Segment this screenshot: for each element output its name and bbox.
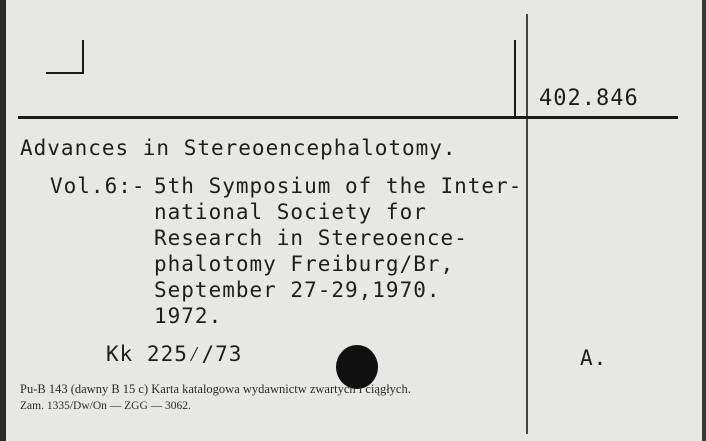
call-number-divider	[514, 40, 516, 116]
series-line-5: September 27-29,1970.	[154, 278, 441, 302]
main-vertical-rule	[526, 14, 528, 434]
series-line-4: phalotomy Freiburg/Br,	[154, 252, 455, 276]
series-line-1: 5th Symposium of the Inter-	[154, 174, 523, 198]
title-line: Advances in Stereoencephalotomy.	[20, 136, 457, 160]
footer-line-2: Zam. 1335/Dw/On — ZGG — 3062.	[20, 400, 191, 412]
corner-mark-vertical	[82, 40, 84, 74]
series-line-2: national Society for	[154, 200, 427, 224]
corner-mark-horizontal	[46, 72, 84, 74]
series-line-3: Research in Stereoence-	[154, 226, 468, 250]
volume-prefix: Vol.6:-	[50, 174, 146, 198]
footer-line-1: Pu-B 143 (dawny B 15 c) Karta katalogowa wydawnictw zwartych i ciągłych.	[20, 382, 411, 396]
header-rule	[18, 116, 678, 119]
letter-mark: A.	[580, 346, 608, 370]
series-line-6: 1972.	[154, 304, 223, 328]
call-number: 402.846	[539, 86, 639, 111]
kk-number: Kk 225⁄/73	[106, 342, 243, 366]
